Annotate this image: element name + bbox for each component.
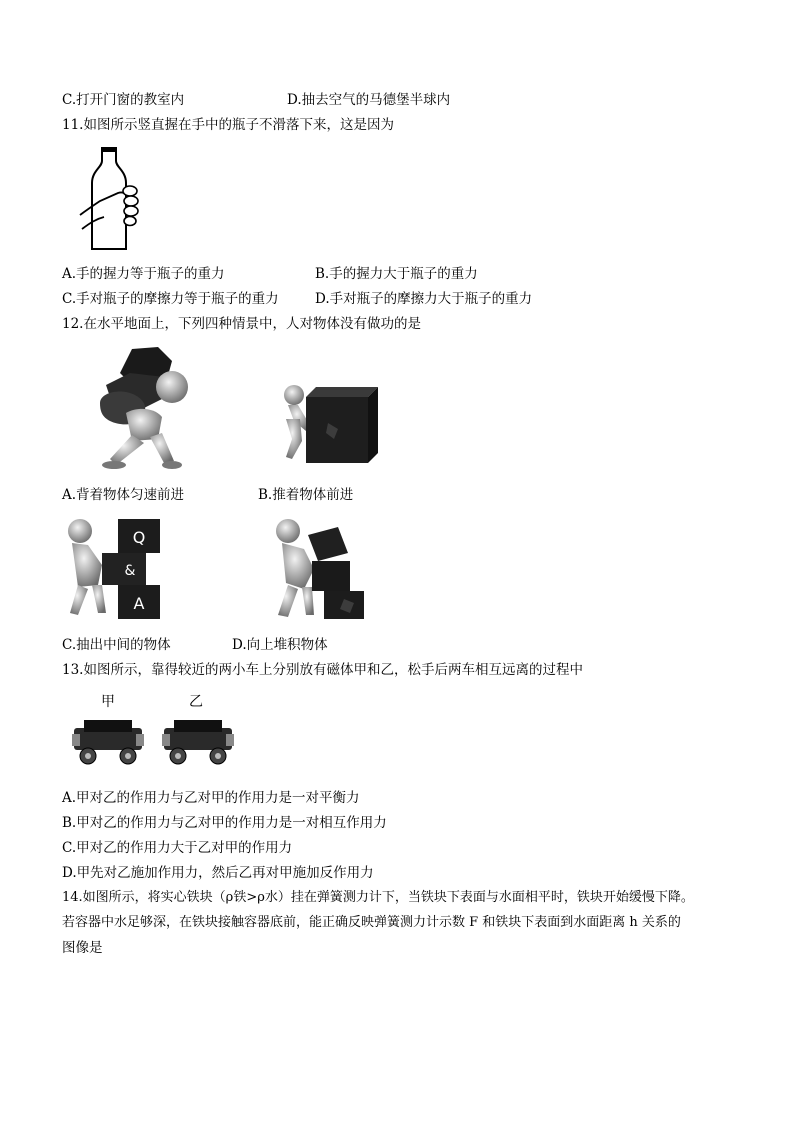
label-yi: 乙	[189, 694, 203, 710]
figure-d-stacking	[268, 513, 372, 625]
q13-stem: 13.如图所示，靠得较近的两小车上分别放有磁体甲和乙，松手后两车相互远离的过程中	[62, 662, 583, 678]
q10-option-c: C.打开门窗的教室内	[62, 92, 185, 108]
q12-caption-c: C.抽出中间的物体	[62, 637, 171, 653]
q11-option-d: D.手对瓶子的摩擦力大于瓶子的重力	[315, 291, 533, 307]
block-letter-q: Q	[132, 528, 146, 547]
q11-option-c: C.手对瓶子的摩擦力等于瓶子的重力	[62, 291, 279, 307]
block-letter-a: A	[133, 594, 145, 613]
bottle-hand-figure	[78, 145, 150, 257]
q14-line-1: 14.如图所示，将实心铁块（ρ铁>ρ水）挂在弹簧测力计下，当铁块下表面与水面相平时，铁块开始缓慢下降。	[62, 890, 694, 905]
block-letter-amp: &	[124, 563, 136, 579]
q12-caption-b: B.推着物体前进	[258, 487, 354, 503]
q12-stem: 12.在水平地面上，下列四种情景中，人对物体没有做功的是	[62, 316, 421, 332]
q14-line-3: 图像是	[62, 940, 103, 956]
q12-caption-d: D.向上堆积物体	[232, 637, 328, 653]
q12-caption-a: A.背着物体匀速前进	[62, 487, 185, 503]
q11-option-b: B.手的握力大于瓶子的重力	[315, 266, 478, 282]
q11-option-a: A.手的握力等于瓶子的重力	[62, 266, 225, 282]
figure-b-pushing	[272, 383, 382, 473]
q13-option-c: C.甲对乙的作用力大于乙对甲的作用力	[62, 840, 293, 856]
q11-stem: 11.如图所示竖直握在手中的瓶子不滑落下来，这是因为	[62, 117, 394, 133]
q13-option-a: A.甲对乙的作用力与乙对甲的作用力是一对平衡力	[62, 790, 360, 806]
q14-line-2: 若容器中水足够深，在铁块接触容器底前，能正确反映弹簧测力计示数 F 和铁块下表面到水面距离 h 关系的	[62, 915, 681, 930]
figure-a-carrying	[92, 343, 202, 473]
label-jia: 甲	[101, 694, 115, 710]
q10-option-d: D.抽去空气的马德堡半球内	[287, 92, 451, 108]
figure-c-pulling-block	[62, 513, 174, 625]
q13-option-b: B.甲对乙的作用力与乙对甲的作用力是一对相互作用力	[62, 815, 387, 831]
magnet-carts-figure	[70, 690, 240, 774]
q13-option-d: D.甲先对乙施加作用力，然后乙再对甲施加反作用力	[62, 865, 374, 881]
